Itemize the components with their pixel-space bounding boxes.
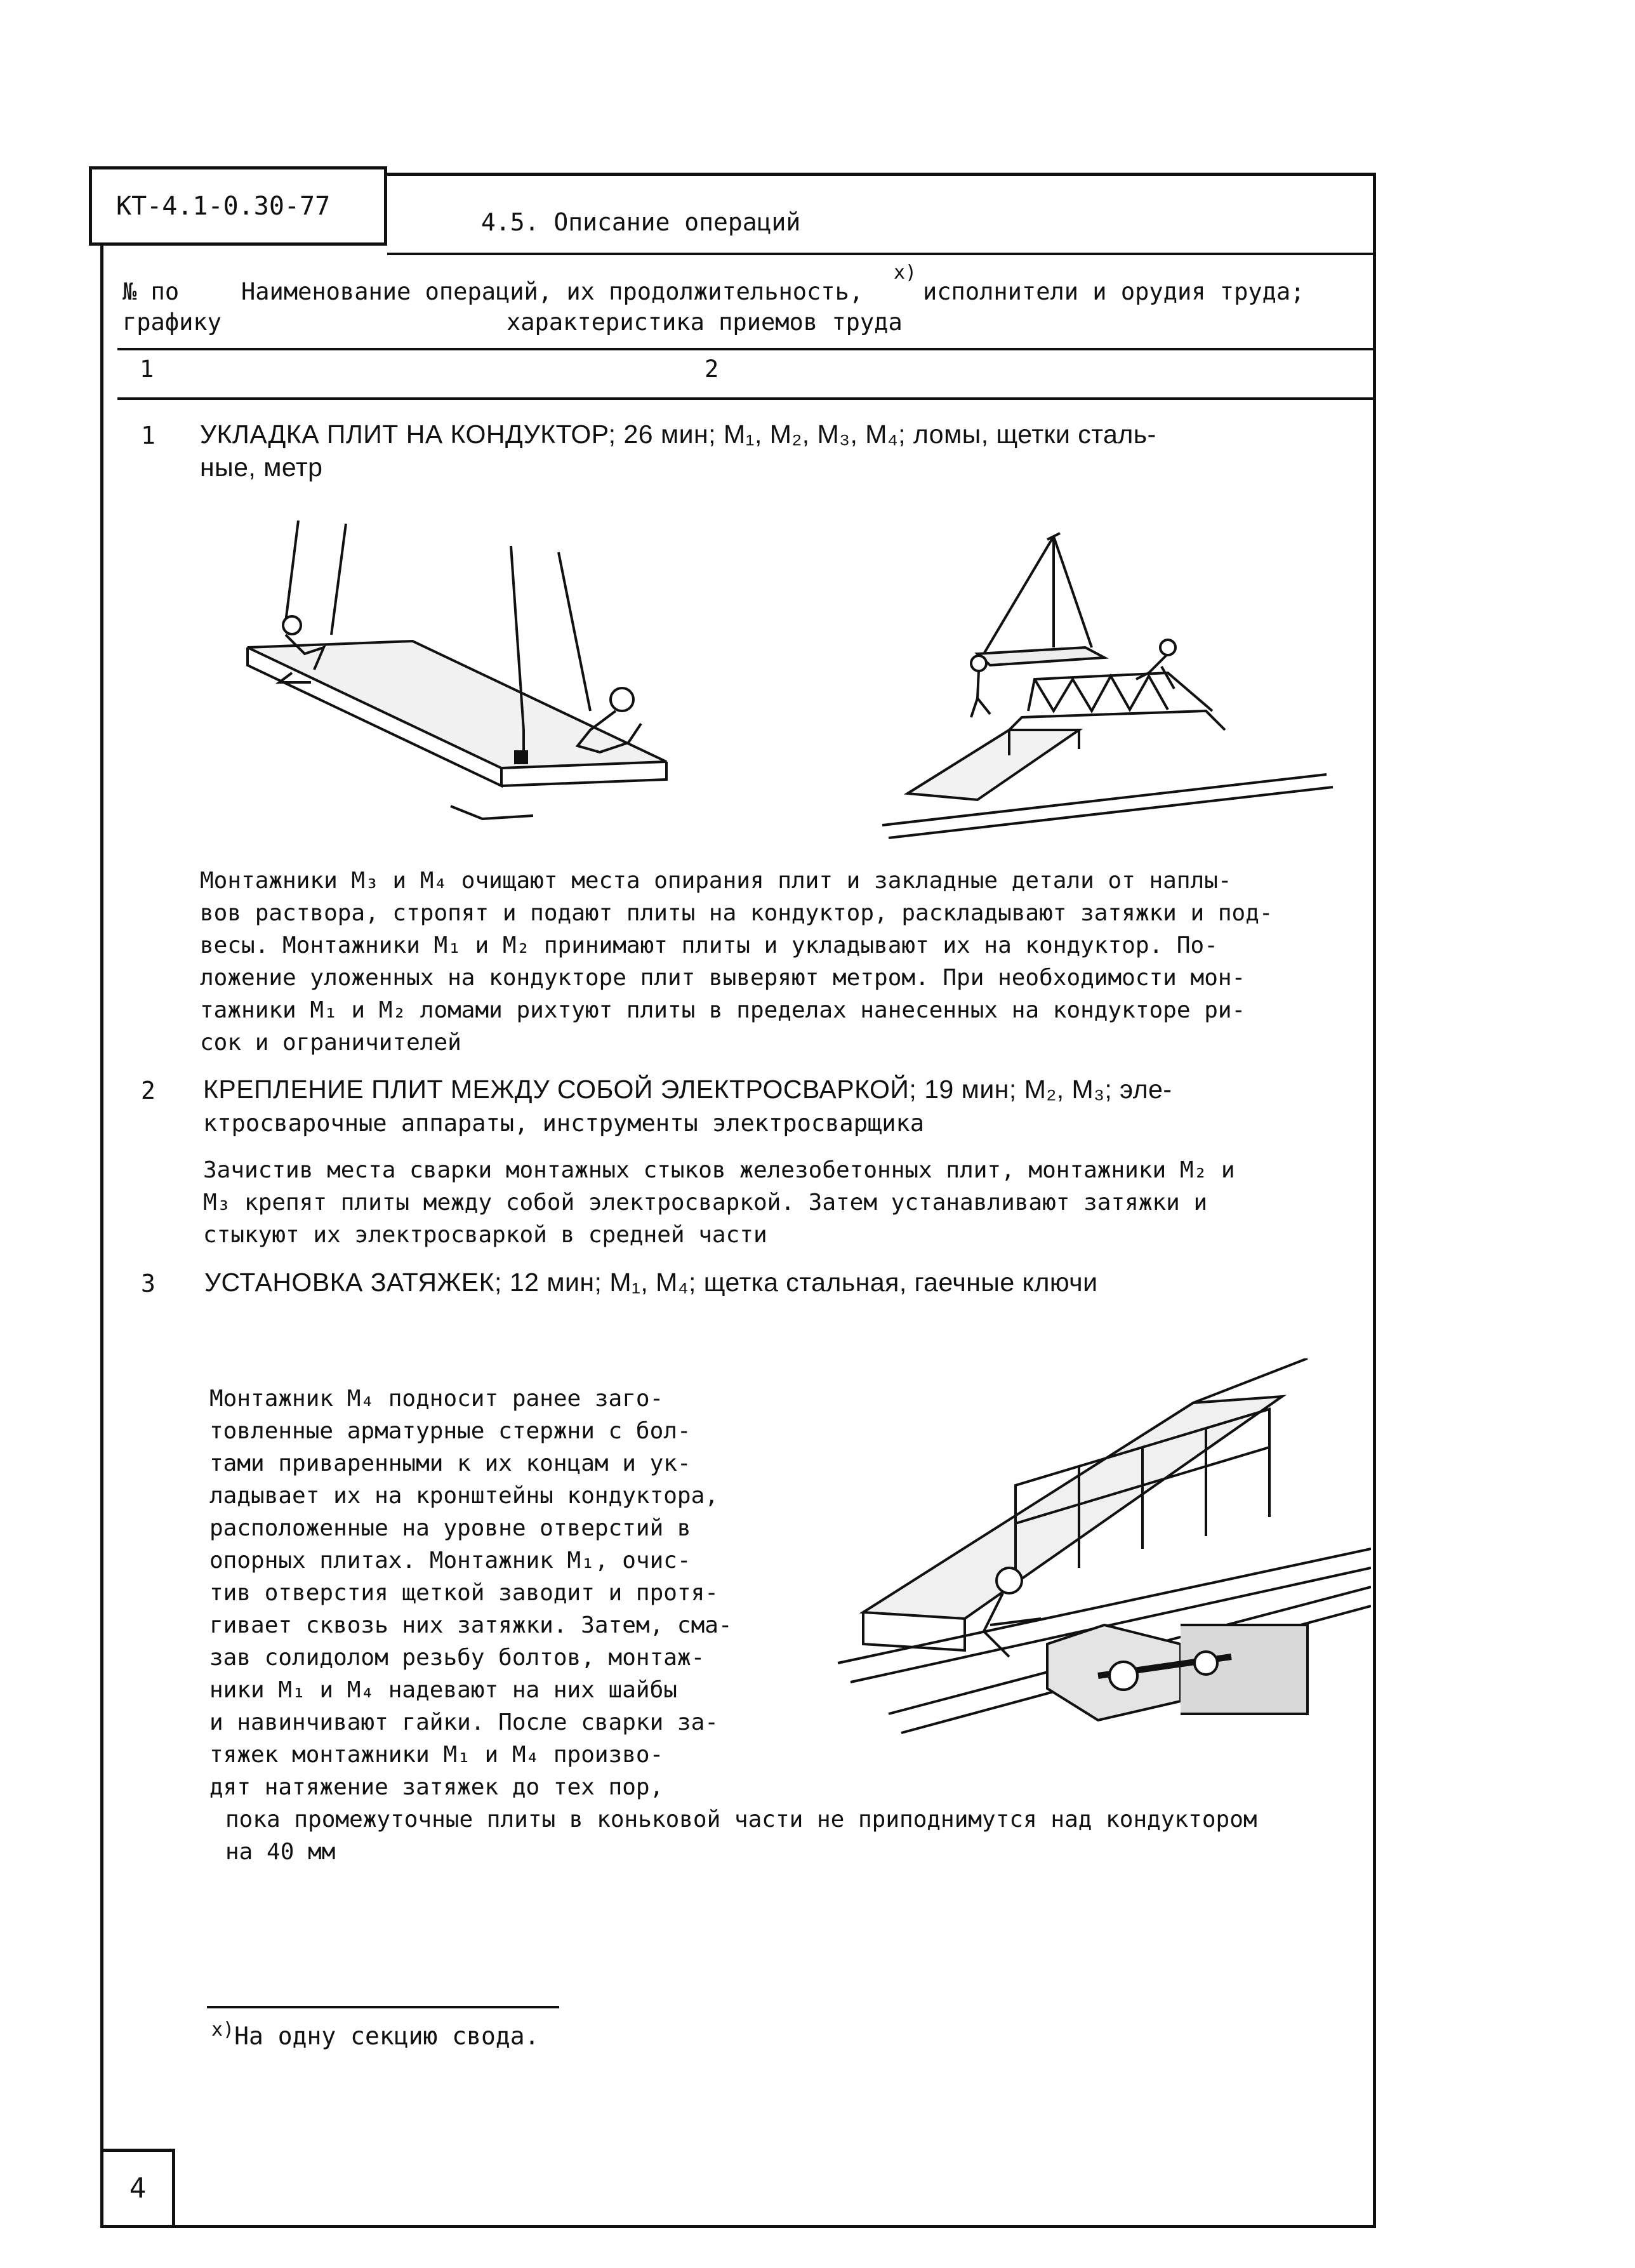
operation-3-desc-14: пока промежуточные плиты в коньковой части не приподнимутся над кондуктором bbox=[225, 1807, 1257, 1833]
page-number-box bbox=[100, 2149, 175, 2228]
document-code-box bbox=[89, 166, 387, 246]
operation-3-desc-4: ладывает их на кронштейны кондуктора, bbox=[209, 1483, 718, 1509]
col-number-1: 1 bbox=[140, 355, 154, 383]
conductor-truss-illustration bbox=[870, 521, 1352, 851]
col1-header-line2: графику bbox=[122, 308, 222, 336]
col-number-2: 2 bbox=[705, 355, 719, 383]
operation-3-desc-15: на 40 мм bbox=[225, 1839, 336, 1865]
operation-2-desc-2: М₃ крепят плиты между собой электросваркой. Затем устанавливают затяжки и bbox=[203, 1190, 1208, 1216]
operation-1-desc-5: тажники М₁ и М₂ ломами рихтуют плиты в пределах нанесенных на кондукторе ри- bbox=[200, 997, 1246, 1023]
operation-1-desc-1: Монтажники М₃ и М₄ очищают места опирания плит и закладные детали от наплы- bbox=[200, 868, 1232, 894]
operation-3-desc-3: тами приваренными к их концам и ук- bbox=[209, 1450, 691, 1476]
operation-3-desc-1: Монтажник М₄ подносит ранее заго- bbox=[209, 1386, 664, 1412]
operation-3-desc-10: ники М₁ и М₄ надевают на них шайбы bbox=[209, 1677, 677, 1703]
operation-2-title-line1: КРЕПЛЕНИЕ ПЛИТ МЕЖДУ СОБОЙ ЭЛЕКТРОСВАРКОЙ; 19 мин; М₂, М₃; эле- bbox=[203, 1075, 1172, 1104]
col2-header-line1: Наименование операций, их продолжительность, bbox=[241, 278, 864, 305]
footnote bbox=[211, 2019, 539, 2050]
plate-lifting-illustration bbox=[235, 521, 692, 838]
operation-3-desc-9: зав солидолом резьбу болтов, монтаж- bbox=[209, 1645, 705, 1671]
operation-3-desc-12: тяжек монтажники М₁ и М₄ произво- bbox=[209, 1742, 664, 1768]
header-rule-2 bbox=[117, 348, 1373, 350]
operation-1-title-line1: УКЛАДКА ПЛИТ НА КОНДУКТОР; 26 мин; М₁, М₂, М₃, М₄; ломы, щетки сталь- bbox=[200, 420, 1156, 449]
footnote-rule bbox=[207, 2006, 559, 2008]
operation-3-desc-8: гивает сквозь них затяжки. Затем, сма- bbox=[209, 1612, 732, 1638]
operation-3-desc-13: дят натяжение затяжек до тех пор, bbox=[209, 1774, 664, 1800]
operation-3-desc-11: и навинчивают гайки. После сварки за- bbox=[209, 1709, 718, 1735]
header-rule bbox=[387, 253, 1375, 255]
operation-1-desc-4: ложение уложенных на кондукторе плит выверяют метром. При необходимости мон- bbox=[200, 965, 1246, 991]
document-code: КТ-4.1-0.30-77 bbox=[116, 191, 331, 221]
operation-1-desc-2: вов раствора, стропят и подают плиты на кондуктор, раскладывают затяжки и под- bbox=[200, 900, 1273, 926]
tie-installation-illustration bbox=[825, 1358, 1371, 1803]
page-number: 4 bbox=[129, 2172, 147, 2205]
operation-1-number: 1 bbox=[141, 421, 156, 449]
operation-1-title-line2: ные, метр bbox=[200, 453, 323, 482]
operation-2-desc-1: Зачистив места сварки монтажных стыков железобетонных плит, монтажники М₂ и bbox=[203, 1157, 1235, 1183]
col2-header-line2: характеристика приемов труда bbox=[506, 308, 903, 336]
operation-2-title-line2: ктросварочные аппараты, инструменты электросварщика bbox=[203, 1110, 925, 1137]
col1-header-line1: № по bbox=[122, 278, 180, 305]
operation-3-number: 3 bbox=[141, 1270, 156, 1297]
operation-3-desc-7: тив отверстия щеткой заводит и протя- bbox=[209, 1580, 718, 1606]
section-title: 4.5. Описание операций bbox=[481, 208, 801, 236]
operation-3-desc-2: товленные арматурные стержни с бол- bbox=[209, 1418, 691, 1444]
footnote-text: На одну секцию свода. bbox=[234, 2022, 539, 2050]
footnote-mark-header: x) bbox=[894, 262, 917, 284]
operation-1-desc-6: сок и ограничителей bbox=[200, 1030, 461, 1056]
operation-3-title-line1: УСТАНОВКА ЗАТЯЖЕК; 12 мин; М₁, М₄; щетка стальная, гаечные ключи bbox=[204, 1268, 1098, 1297]
operation-3-desc-6: опорных плитах. Монтажник М₁, очис- bbox=[209, 1548, 691, 1574]
header-rule-3 bbox=[117, 397, 1373, 400]
operation-1-desc-3: весы. Монтажники М₁ и М₂ принимают плиты и укладывают их на кондуктор. По- bbox=[200, 932, 1218, 958]
operation-2-desc-3: стыкуют их электросваркой в средней части bbox=[203, 1222, 767, 1248]
operation-3-desc-5: расположенные на уровне отверстий в bbox=[209, 1515, 691, 1541]
col2-header-line1b: исполнители и орудия труда; bbox=[923, 278, 1305, 305]
footnote-mark: x) bbox=[211, 2019, 235, 2041]
operation-2-number: 2 bbox=[141, 1077, 156, 1104]
